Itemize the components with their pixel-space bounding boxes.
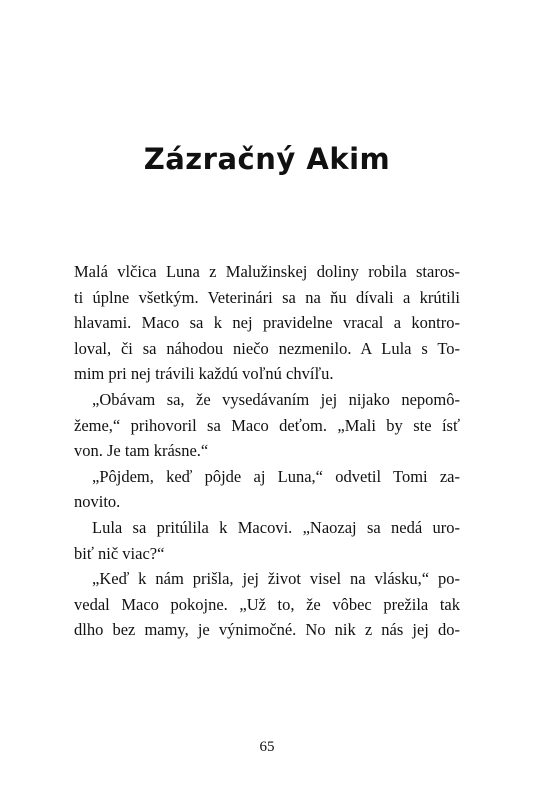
- text-line: žeme,“ prihovoril sa Maco deťom. „Mali by ste ísť: [74, 415, 460, 435]
- text-line: ti úplne všetkým. Veterinári sa na ňu dívali a krútili: [74, 287, 460, 307]
- text-line: hlavami. Maco sa k nej pravidelne vracal a kontro-: [74, 313, 460, 333]
- text-line: vedal Maco pokojne. „Už to, že vôbec prežila tak: [74, 594, 460, 614]
- text-line: „Keď k nám prišla, jej život visel na vlásku,“ po-: [92, 569, 460, 589]
- text-line: Malá vlčica Luna z Malužinskej doliny robila staros-: [74, 262, 460, 281]
- text-line: „Pôjdem, keď pôjde aj Luna,“ odvetil Tomi za-: [92, 466, 460, 486]
- page-number: 65: [259, 739, 275, 755]
- text-line: „Obávam sa, že vysedávaním jej nijako nepomô-: [92, 389, 460, 409]
- text-line: loval, či sa náhodou niečo nezmenilo. A Lula s To-: [74, 338, 460, 358]
- text-line: Lula sa pritúlila k Macovi. „Naozaj sa nedá uro-: [92, 517, 460, 537]
- text-line: mim pri nej trávili každú voľnú chvíľu.: [74, 364, 334, 384]
- text-line: dlho bez mamy, je výnimočné. No nik z nás jej do-: [74, 620, 460, 640]
- body-text: [74, 259, 460, 643]
- text-line: novito.: [74, 492, 121, 512]
- chapter-title: Zázračný Akim: [143, 142, 391, 176]
- text-line: biť nič viac?“: [74, 543, 165, 563]
- text-line: von. Je tam krásne.“: [74, 441, 209, 461]
